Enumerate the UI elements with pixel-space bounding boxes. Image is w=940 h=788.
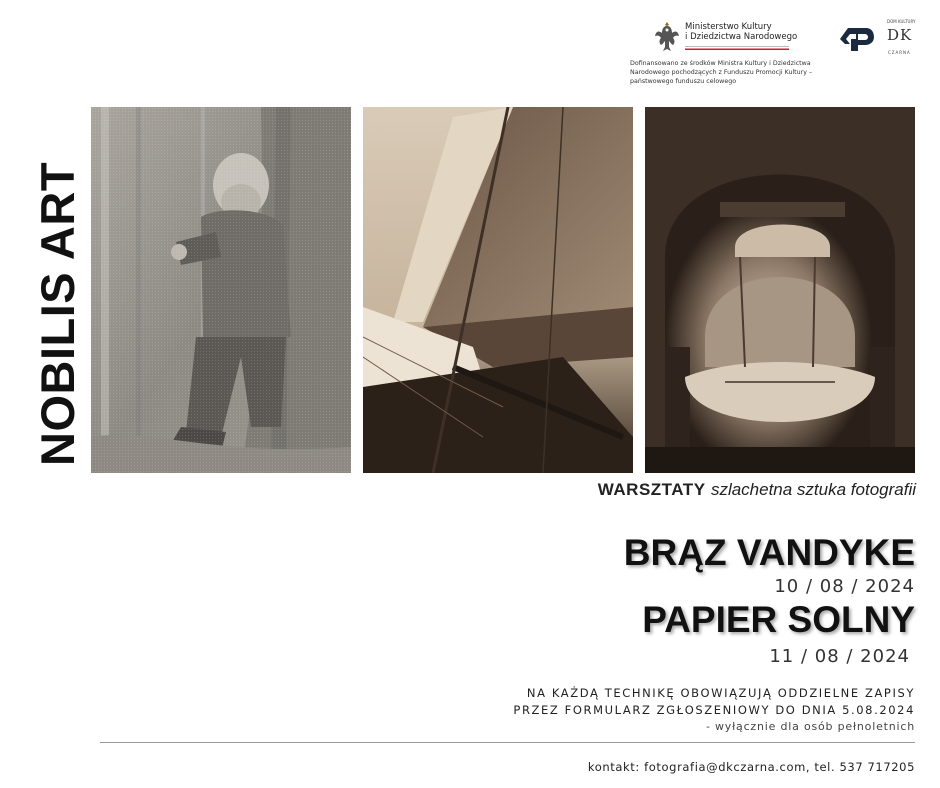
polish-eagle-icon bbox=[654, 20, 680, 54]
dk-logo-icon: DOM KULTURY DK CZARNA bbox=[887, 19, 916, 55]
flag-stripe bbox=[685, 46, 789, 50]
funding-line2: Narodowego pochodzących z Funduszu Promocji Kultury – bbox=[630, 68, 813, 76]
funding-note bbox=[630, 60, 845, 86]
workshops-heading bbox=[598, 480, 916, 500]
info-line-2: PRZEZ FORMULARZ ZGŁOSZENIOWY DO DNIA 5.08.2024 bbox=[513, 703, 915, 717]
technique-title-2: PAPIER SOLNY bbox=[642, 599, 915, 640]
dp-logo-icon bbox=[838, 25, 876, 53]
ministry-name-line2: i Dziedzictwa Narodowego bbox=[685, 32, 798, 42]
technique-date-1: 10 / 08 / 2024 bbox=[774, 576, 915, 597]
photo-sails bbox=[363, 107, 633, 473]
funding-line1: Dofinansowano ze środków Ministra Kultury i Dziedzictwa bbox=[630, 60, 811, 67]
divider bbox=[100, 742, 915, 743]
ministry-logo bbox=[654, 20, 804, 54]
workshops-subtitle: szlachetna sztuka fotografii bbox=[710, 480, 916, 499]
contact-line: kontakt: fotografia@dkczarna.com, tel. 537 717205 bbox=[587, 760, 915, 774]
info-line-1: NA KAŻDĄ TECHNIKĘ OBOWIĄZUJĄ ODDZIELNE ZAPISY bbox=[526, 686, 915, 700]
technique-title-1: BRĄZ VANDYKE bbox=[623, 532, 915, 573]
ministry-name-line1: Ministerstwo Kultury bbox=[685, 22, 772, 32]
photo-arch-bridges bbox=[645, 107, 915, 473]
info-line-3: - wyłącznie dla osób pełnoletnich bbox=[705, 720, 915, 733]
photo-child-tree bbox=[91, 107, 351, 473]
funding-line3: państwowego funduszu celowego bbox=[630, 77, 737, 85]
brand-title: NOBILIS ART bbox=[31, 161, 84, 466]
workshops-label: WARSZTATY bbox=[597, 480, 706, 499]
technique-date-2: 11 / 08 / 2024 bbox=[769, 646, 910, 667]
